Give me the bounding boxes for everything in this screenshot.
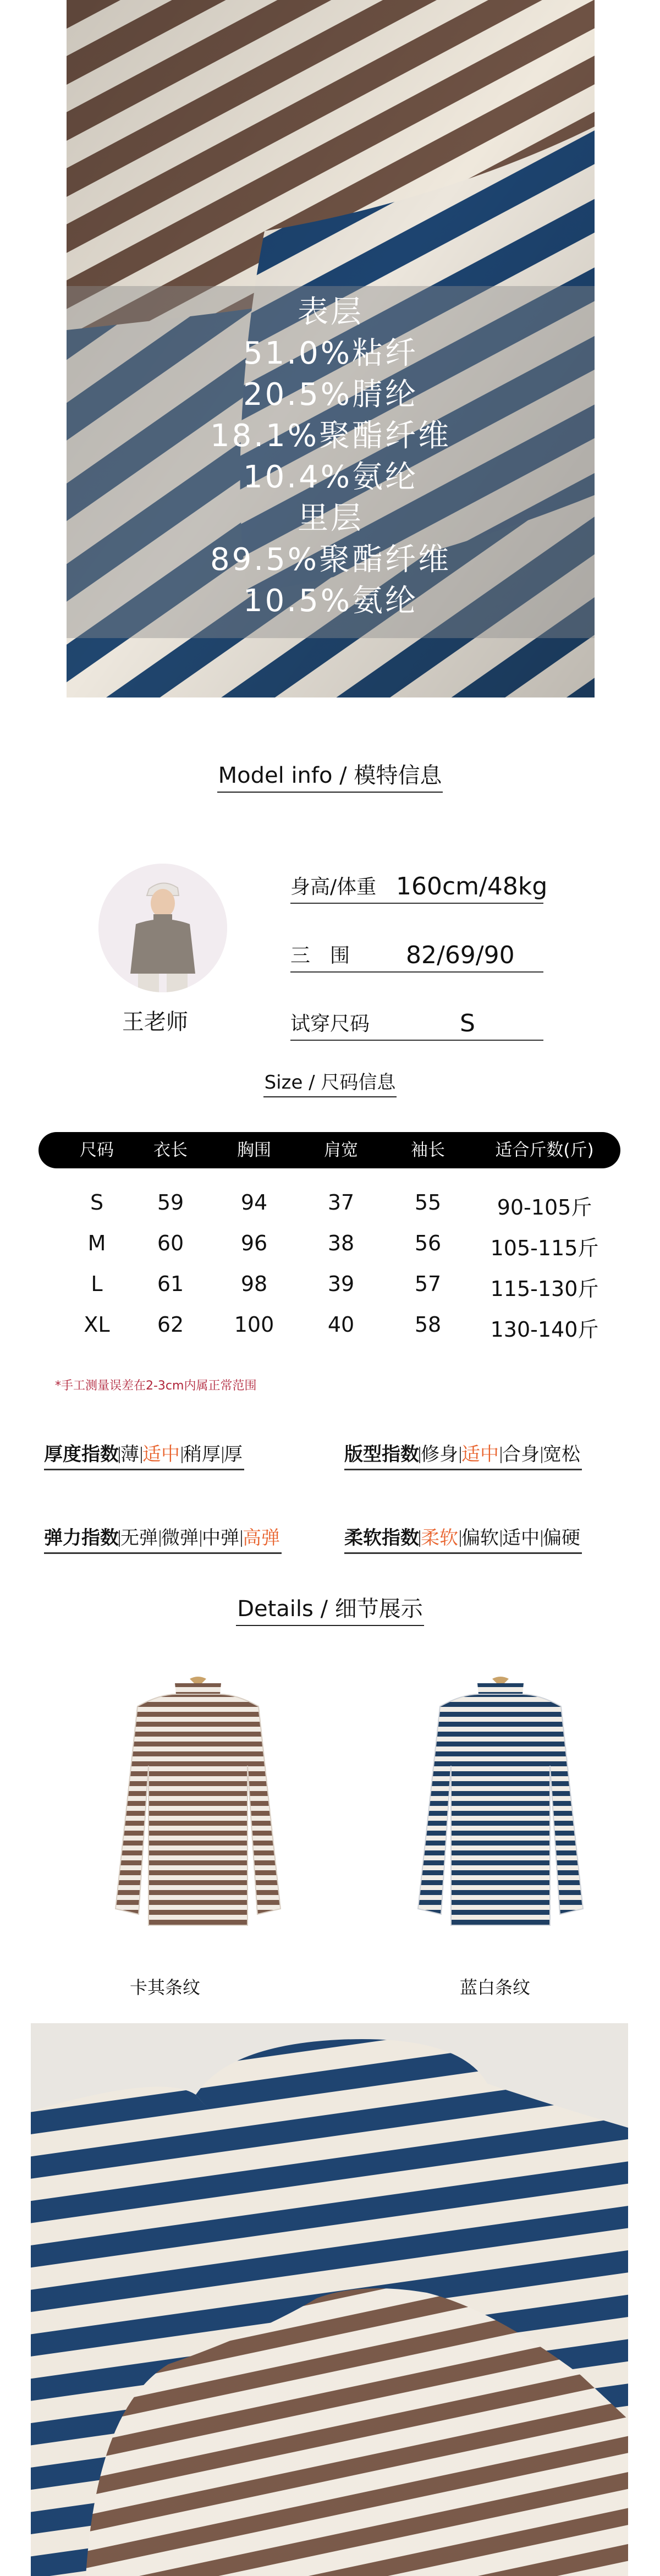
size-col-header: 尺码 bbox=[80, 1140, 114, 1160]
thickness-index-title: 厚度指数 bbox=[44, 1443, 119, 1465]
size-cell: 56 bbox=[414, 1231, 442, 1255]
index-option: 稍厚 bbox=[182, 1440, 222, 1469]
index-option-selected: 柔软 bbox=[419, 1524, 460, 1552]
index-option: 无弹 bbox=[119, 1524, 160, 1552]
fit-index-title: 版型指数 bbox=[344, 1443, 419, 1465]
size-cell: 115-130斤 bbox=[490, 1277, 599, 1301]
size-col-header: 适合斤数(斤) bbox=[495, 1140, 594, 1160]
model-avatar bbox=[98, 864, 227, 992]
size-cell: 57 bbox=[414, 1272, 442, 1296]
khaki-shirt-image bbox=[82, 1672, 314, 1958]
index-option-selected: 适中 bbox=[141, 1440, 182, 1469]
model-info-heading bbox=[0, 758, 660, 793]
size-cell: 60 bbox=[157, 1231, 184, 1255]
navy-shirt-image bbox=[385, 1672, 616, 1958]
softness-index bbox=[344, 1524, 582, 1554]
fit-size-value: S bbox=[460, 1009, 475, 1037]
thickness-index bbox=[44, 1440, 244, 1470]
size-info-title: Size / 尺码信息 bbox=[263, 1067, 397, 1097]
elasticity-index-title: 弹力指数 bbox=[44, 1527, 119, 1549]
index-option: 偏软 bbox=[460, 1524, 501, 1552]
composition-line: 18.1%聚酯纤维 bbox=[210, 418, 451, 454]
composition-line: 10.4%氨纶 bbox=[243, 459, 418, 495]
size-cell: M bbox=[87, 1231, 106, 1255]
size-info-heading bbox=[0, 1067, 660, 1097]
size-table-header bbox=[38, 1132, 620, 1168]
index-option: 微弹 bbox=[160, 1524, 200, 1552]
model-info-title: Model info / 模特信息 bbox=[217, 758, 443, 793]
index-option-selected: 适中 bbox=[460, 1440, 501, 1469]
size-col-header: 胸围 bbox=[237, 1140, 271, 1160]
size-cell: 39 bbox=[327, 1272, 355, 1296]
height-weight-row bbox=[290, 872, 548, 904]
size-cell: 58 bbox=[414, 1312, 442, 1337]
size-cell: 90-105斤 bbox=[497, 1195, 592, 1220]
size-cell: 98 bbox=[240, 1272, 268, 1296]
fabric-hero-image bbox=[67, 0, 595, 697]
size-cell: L bbox=[91, 1272, 103, 1296]
fit-index bbox=[344, 1440, 582, 1470]
measurement-note: *手工测量误差在2-3cm内属正常范围 bbox=[55, 1379, 257, 1393]
size-cell: 105-115斤 bbox=[490, 1236, 599, 1260]
composition-line: 里层 bbox=[298, 501, 364, 536]
index-option: 偏硬 bbox=[541, 1524, 582, 1552]
size-cell: 55 bbox=[414, 1190, 442, 1215]
index-option: 宽松 bbox=[541, 1440, 582, 1469]
index-option-selected: 高弹 bbox=[241, 1524, 282, 1552]
composition-line: 表层 bbox=[298, 294, 364, 330]
index-option: 合身 bbox=[501, 1440, 541, 1469]
size-col-header: 袖长 bbox=[411, 1140, 445, 1160]
size-col-header: 肩宽 bbox=[324, 1140, 358, 1160]
size-cell: 37 bbox=[327, 1190, 355, 1215]
model-name: 王老师 bbox=[122, 1009, 188, 1035]
elasticity-index bbox=[44, 1524, 282, 1554]
khaki-shirt-illustration bbox=[82, 1672, 314, 1958]
composition-line: 89.5%聚酯纤维 bbox=[210, 542, 451, 578]
composition-line: 20.5%腈纶 bbox=[243, 377, 418, 413]
size-cell: 61 bbox=[157, 1272, 184, 1296]
collar-closeup-illustration bbox=[31, 2023, 628, 2576]
details-heading bbox=[0, 1591, 660, 1626]
size-cell: 59 bbox=[157, 1190, 184, 1215]
size-cell: 96 bbox=[240, 1231, 268, 1255]
size-col-header: 衣长 bbox=[153, 1140, 188, 1160]
index-option: 中弹 bbox=[200, 1524, 241, 1552]
navy-shirt-illustration bbox=[385, 1672, 616, 1958]
size-cell: 40 bbox=[327, 1312, 355, 1337]
size-cell: 94 bbox=[240, 1190, 268, 1215]
size-cell: 38 bbox=[327, 1231, 355, 1255]
size-cell: S bbox=[90, 1190, 104, 1215]
size-cell: 62 bbox=[157, 1312, 184, 1337]
navy-stripe-label: 蓝白条纹 bbox=[459, 1977, 531, 1998]
softness-index-title: 柔软指数 bbox=[344, 1527, 419, 1549]
measurements-label: 三 围 bbox=[290, 944, 350, 967]
model-avatar-illustration bbox=[98, 864, 227, 992]
fit-size-row bbox=[290, 1009, 543, 1041]
composition-line: 51.0%粘纤 bbox=[243, 336, 418, 371]
height-weight-value: 160cm/48kg bbox=[396, 872, 548, 900]
details-title: Details / 细节展示 bbox=[236, 1591, 424, 1626]
size-cell: 100 bbox=[234, 1312, 274, 1337]
size-cell: 130-140斤 bbox=[490, 1317, 599, 1342]
composition-line: 10.5%氨纶 bbox=[243, 583, 418, 619]
index-option: 厚 bbox=[222, 1440, 244, 1469]
size-cell: XL bbox=[84, 1312, 110, 1337]
index-option: 适中 bbox=[501, 1524, 541, 1552]
measurements-row bbox=[290, 941, 543, 973]
collar-closeup-image bbox=[31, 2023, 628, 2576]
fit-size-label: 试穿尺码 bbox=[290, 1013, 370, 1035]
index-option: 薄 bbox=[119, 1440, 141, 1469]
measurements-value: 82/69/90 bbox=[406, 941, 515, 969]
index-option: 修身 bbox=[419, 1440, 460, 1469]
khaki-stripe-label: 卡其条纹 bbox=[129, 1977, 201, 1998]
height-weight-label: 身高/体重 bbox=[290, 876, 377, 898]
